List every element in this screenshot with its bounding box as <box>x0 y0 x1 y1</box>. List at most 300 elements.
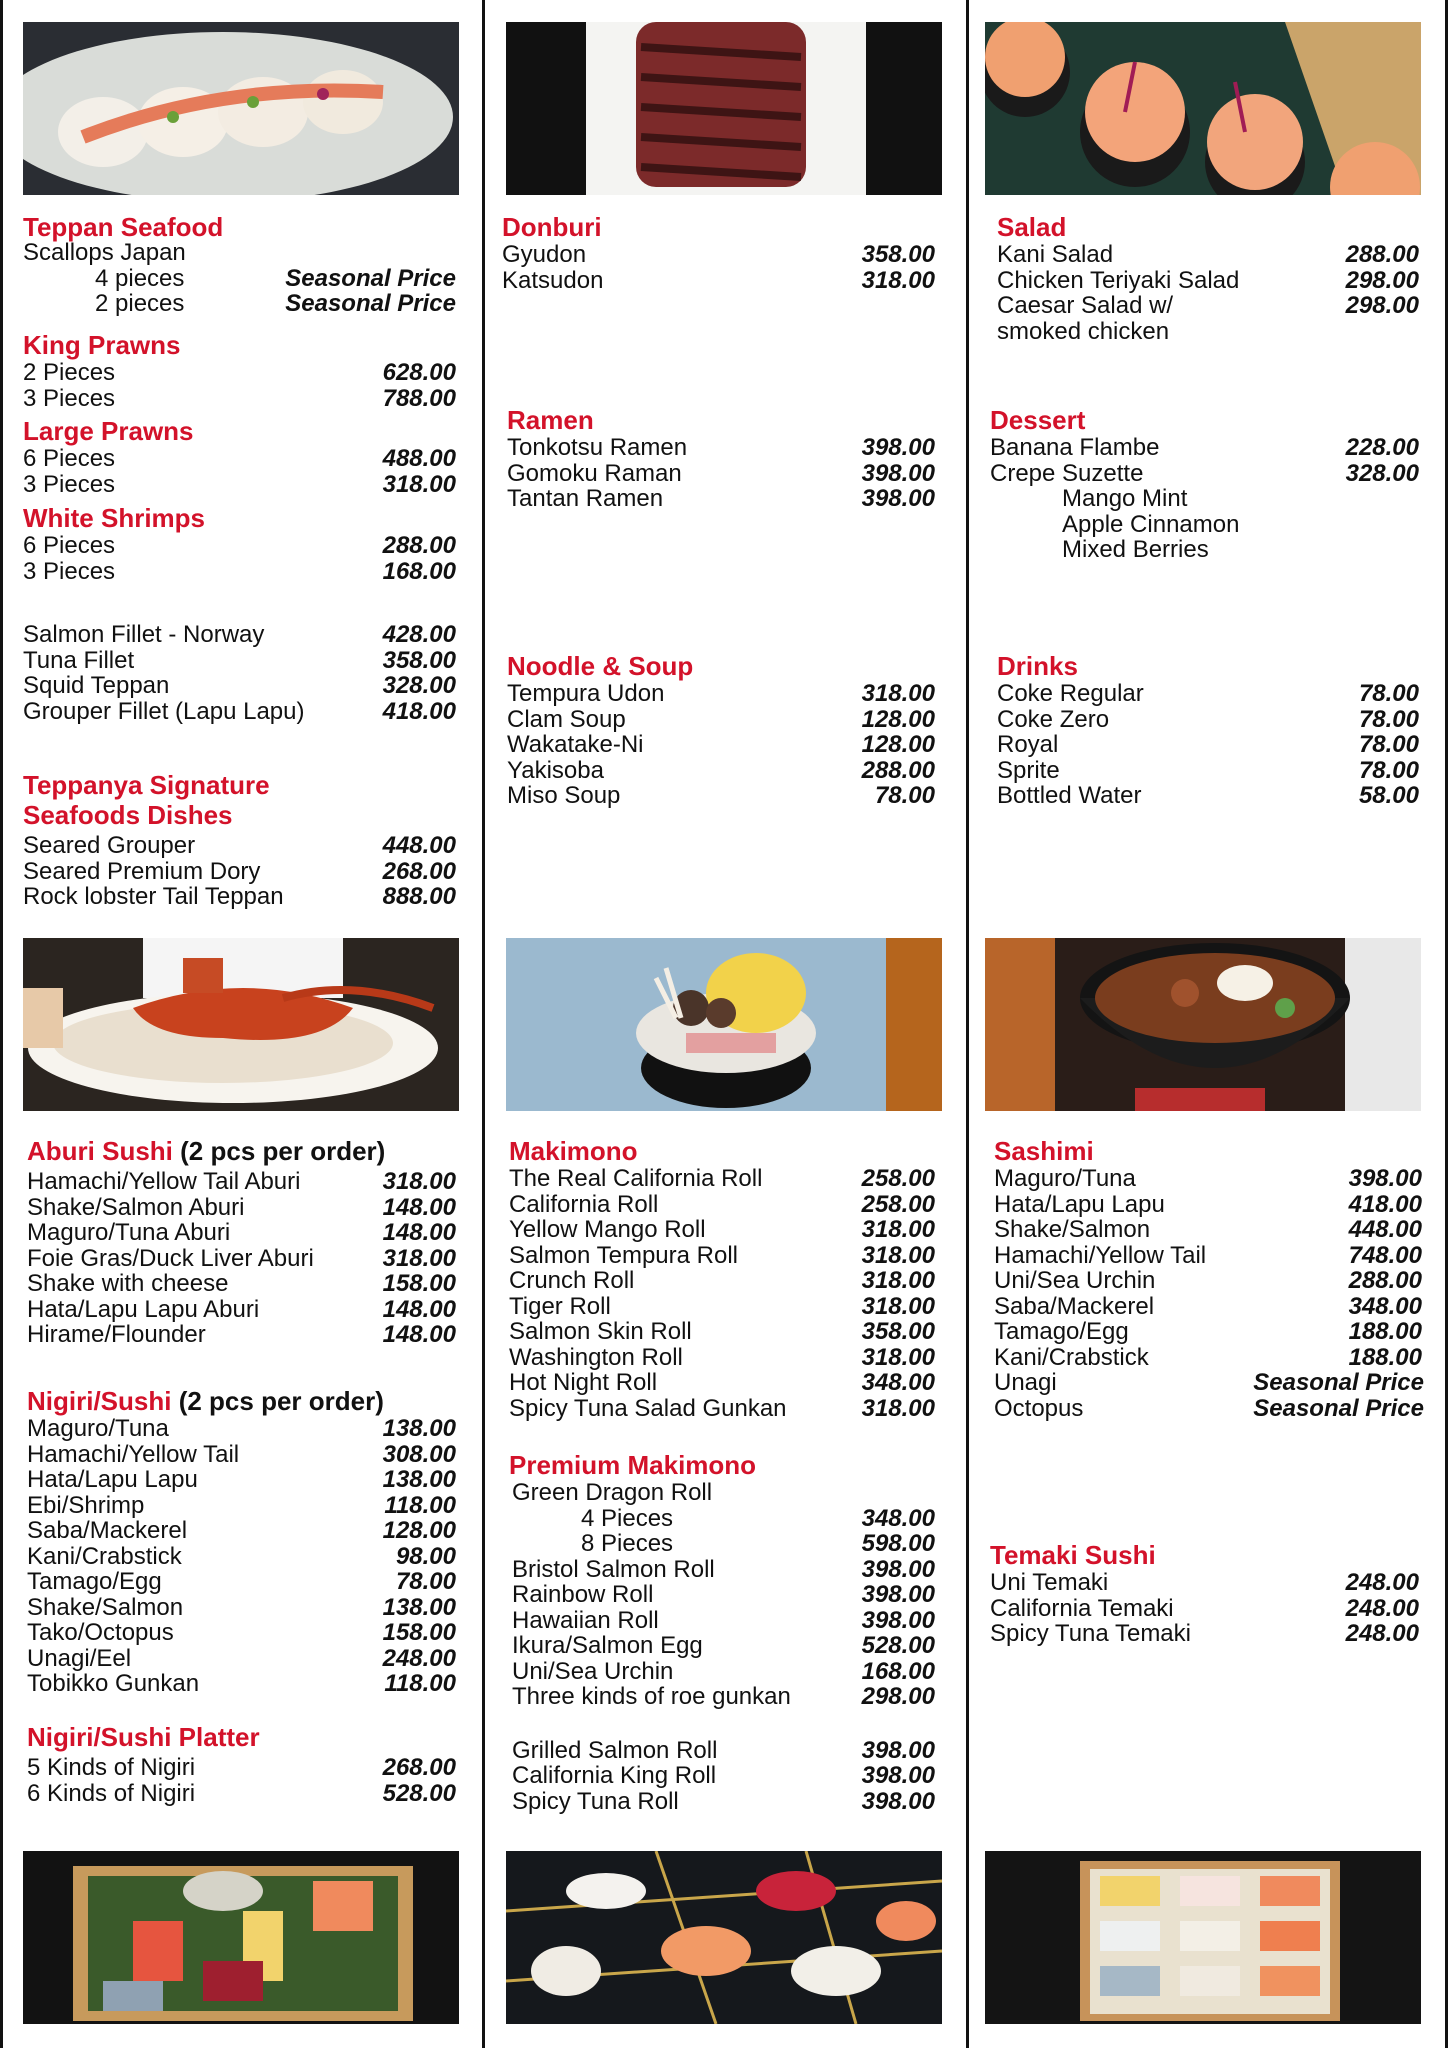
item-price: 288.00 <box>861 756 935 784</box>
item-price: 348.00 <box>861 1369 935 1396</box>
item-price: 268.00 <box>382 857 456 885</box>
menu-item <box>23 472 456 498</box>
item-price: 248.00 <box>1345 1569 1419 1596</box>
item-name: 4 Pieces <box>581 1504 674 1532</box>
item-price: 148.00 <box>382 1321 456 1348</box>
item-name: Uni/Sea Urchin <box>512 1657 674 1685</box>
item-name: Crepe Suzette <box>990 459 1144 487</box>
menu-item <box>27 1322 456 1348</box>
item-name: 4 pieces <box>95 264 185 292</box>
item-name: Coke Regular <box>997 680 1144 707</box>
item-name: Tempura Udon <box>507 680 665 707</box>
menu-item <box>27 1493 456 1519</box>
item-name: 8 Pieces <box>581 1530 674 1557</box>
scallop-carpaccio-photo <box>23 22 459 195</box>
column-divider-1 <box>482 0 485 2048</box>
item-price: 158.00 <box>382 1270 456 1297</box>
item-name: Gyudon <box>502 241 587 268</box>
item-price: 118.00 <box>384 1491 456 1519</box>
item-price: 118.00 <box>384 1670 456 1697</box>
item-name: Kani Salad <box>997 241 1114 268</box>
menu-item <box>509 1319 935 1345</box>
item-price: 628.00 <box>382 359 456 386</box>
item-name: Three kinds of roe gunkan <box>512 1683 791 1710</box>
menu-item <box>509 1684 935 1710</box>
item-price: 318.00 <box>861 266 935 294</box>
item-price: 358.00 <box>861 241 935 268</box>
section-title: Noodle & Soup <box>507 651 694 681</box>
item-price: 528.00 <box>861 1632 935 1659</box>
item-name: Hirame/Flounder <box>27 1321 206 1348</box>
item-price: 98.00 <box>395 1542 456 1570</box>
menu-item <box>509 1396 935 1422</box>
item-name: 6 Pieces <box>23 532 116 559</box>
item-name: Tonkotsu Ramen <box>507 434 688 461</box>
item-name: Uni/Sea Urchin <box>994 1267 1156 1294</box>
section-title: Nigiri/Sushi Platter <box>27 1722 260 1752</box>
menu-item <box>507 461 935 487</box>
menu-item <box>509 1738 935 1764</box>
section-title <box>27 1386 456 1416</box>
item-name: Chicken Teriyaki Salad <box>997 266 1240 294</box>
menu-item <box>27 1671 456 1697</box>
menu-item <box>27 1246 456 1272</box>
item-name: Seared Premium Dory <box>23 857 261 885</box>
item-price: 288.00 <box>382 532 456 559</box>
white-shrimps-section <box>23 503 456 584</box>
item-name: Hata/Lapu Lapu <box>994 1190 1165 1218</box>
item-name: Hamachi/Yellow Tail Aburi <box>27 1168 301 1195</box>
donburi-section <box>502 212 935 293</box>
nigiri-sushi-section <box>27 1386 456 1697</box>
item-name: Salmon Tempura Roll <box>509 1241 738 1269</box>
aburi-sushi-section <box>27 1136 456 1348</box>
item-price: 348.00 <box>1348 1292 1422 1320</box>
item-name: Sprite <box>997 756 1060 784</box>
menu-item <box>509 1294 935 1320</box>
item-price: 268.00 <box>382 1754 456 1781</box>
menu-item <box>27 1220 456 1246</box>
menu-item <box>509 1345 935 1371</box>
item-name: Caesar Salad w/ <box>997 292 1174 319</box>
item-name: Crunch Roll <box>509 1267 635 1294</box>
menu-item <box>507 681 935 707</box>
sashimi-boat-photo <box>23 1851 459 2024</box>
menu-item <box>509 1268 935 1294</box>
item-name: Hata/Lapu Lapu <box>27 1466 198 1493</box>
item-name: Grilled Salmon Roll <box>512 1736 718 1764</box>
nigiri-tray-photo <box>985 1851 1421 2024</box>
menu-item <box>23 833 456 859</box>
menu-item <box>23 291 456 317</box>
item-name: Hata/Lapu Lapu Aburi <box>27 1295 260 1323</box>
item-price: 398.00 <box>861 1736 935 1764</box>
item-name: Rock lobster Tail Teppan <box>23 883 284 910</box>
item-name: California King Roll <box>512 1762 717 1789</box>
item-name: The Real California Roll <box>509 1165 763 1192</box>
item-name: Miso Soup <box>507 782 621 809</box>
item-name: 2 pieces <box>95 290 185 317</box>
item-price: 318.00 <box>861 1343 935 1371</box>
menu-item <box>27 1755 456 1781</box>
menu-item <box>994 1217 1424 1243</box>
item-price: 248.00 <box>1345 1620 1419 1647</box>
menu-item-note: smoked chicken <box>997 317 1170 345</box>
menu-item <box>509 1659 935 1685</box>
item-name: Wakatake-Ni <box>507 731 644 758</box>
menu-item <box>23 360 456 386</box>
item-name: 5 Kinds of Nigiri <box>27 1754 196 1781</box>
lobster-plate-photo <box>23 938 459 1111</box>
item-price: 308.00 <box>382 1440 456 1468</box>
menu-item <box>509 1582 935 1608</box>
item-price: 318.00 <box>861 1394 935 1422</box>
menu-item <box>997 783 1419 809</box>
menu-item <box>27 1271 456 1297</box>
item-price: 148.00 <box>382 1193 456 1221</box>
menu-item <box>509 1192 935 1218</box>
menu-item <box>990 1596 1419 1622</box>
item-price: 288.00 <box>1345 241 1419 268</box>
temaki-section <box>990 1540 1419 1647</box>
menu-item <box>994 1396 1424 1422</box>
item-name: Royal <box>997 731 1059 758</box>
menu-item <box>27 1442 456 1468</box>
item-price: 298.00 <box>1345 292 1419 319</box>
menu-item <box>509 1370 935 1396</box>
item-name: Shake/Salmon Aburi <box>27 1193 245 1221</box>
item-price: 148.00 <box>382 1295 456 1323</box>
item-price: 398.00 <box>861 1606 935 1634</box>
item-name: Tako/Octopus <box>27 1619 174 1646</box>
item-price: 398.00 <box>861 1787 935 1815</box>
menu-item <box>27 1646 456 1672</box>
item-price: 138.00 <box>382 1593 456 1621</box>
item-price: 128.00 <box>861 731 935 758</box>
item-price: 448.00 <box>382 832 456 859</box>
item-price: 298.00 <box>861 1683 935 1710</box>
menu-item <box>23 266 456 292</box>
menu-item <box>507 707 935 733</box>
item-price: 318.00 <box>861 1267 935 1294</box>
menu-item <box>509 1763 935 1789</box>
item-name: Shake/Salmon <box>27 1593 184 1621</box>
menu-item <box>509 1531 935 1557</box>
section-title: Temaki Sushi <box>990 1540 1156 1570</box>
menu-item <box>990 435 1419 461</box>
menu-item <box>509 1557 935 1583</box>
item-price: 138.00 <box>382 1466 456 1493</box>
item-name: Shake with cheese <box>27 1270 229 1297</box>
menu-item <box>27 1467 456 1493</box>
menu-item <box>994 1294 1424 1320</box>
item-price: 298.00 <box>1345 266 1419 294</box>
section-title <box>27 1136 456 1166</box>
section-title-text: Nigiri/Sushi <box>27 1386 172 1416</box>
item-price: 78.00 <box>1358 680 1419 707</box>
dessert-option: Mixed Berries <box>1062 536 1209 563</box>
item-name: 6 Pieces <box>23 445 116 472</box>
menu-item <box>27 1518 456 1544</box>
noodle-soup-section <box>507 651 935 809</box>
menu-item <box>507 732 935 758</box>
nigiri-platter-section <box>27 1722 456 1806</box>
spacer <box>509 1710 935 1738</box>
item-name: 6 Kinds of Nigiri <box>27 1779 196 1807</box>
menu-item <box>997 268 1419 294</box>
dessert-option: Mango Mint <box>1062 485 1188 512</box>
item-price: 398.00 <box>861 1762 935 1789</box>
item-name: Hawaiian Roll <box>512 1606 659 1634</box>
menu-item <box>27 1169 456 1195</box>
item-price: 78.00 <box>1358 705 1419 733</box>
ramen-section <box>507 405 935 512</box>
menu-item <box>27 1416 456 1442</box>
item-name: Banana Flambe <box>990 434 1160 461</box>
section-title: Teppan Seafood <box>23 212 224 242</box>
item-price: 318.00 <box>382 470 456 498</box>
item-name: Tantan Ramen <box>507 485 664 512</box>
item-price: 398.00 <box>861 485 935 512</box>
item-name: Tamago/Egg <box>27 1568 162 1595</box>
menu-item <box>502 242 935 268</box>
menu-item <box>27 1297 456 1323</box>
item-name: Seared Grouper <box>23 832 196 859</box>
item-name: Bristol Salmon Roll <box>512 1555 715 1583</box>
item-price: 288.00 <box>1348 1267 1422 1294</box>
menu-item <box>507 758 935 784</box>
menu-item <box>509 1243 935 1269</box>
item-price: Seasonal Price <box>1253 1369 1424 1396</box>
nigiri-slate-photo <box>506 1851 942 2024</box>
menu-item <box>502 268 935 294</box>
item-name: 3 Pieces <box>23 470 116 498</box>
menu-item <box>994 1370 1424 1396</box>
item-name: Rainbow Roll <box>512 1581 654 1608</box>
section-title-text: Aburi Sushi <box>27 1136 173 1166</box>
menu-item <box>509 1789 935 1815</box>
column-divider-2 <box>966 0 969 2048</box>
item-name: Tuna Fillet <box>23 646 135 674</box>
signature-section <box>23 770 456 910</box>
makimono-section <box>509 1136 935 1421</box>
item-price: 888.00 <box>382 883 456 910</box>
section-title: Ramen <box>507 405 594 435</box>
item-name: Yellow Mango Roll <box>509 1216 706 1243</box>
menu-item <box>994 1243 1424 1269</box>
item-name: Salmon Fillet - Norway <box>23 621 265 648</box>
menu-item <box>23 673 456 699</box>
section-title: Premium Makimono <box>509 1450 757 1480</box>
menu-item <box>27 1195 456 1221</box>
section-title: Donburi <box>502 212 602 242</box>
item-price: 318.00 <box>861 1216 935 1243</box>
item-price: 248.00 <box>1345 1594 1419 1622</box>
item-price: 78.00 <box>1358 756 1419 784</box>
section-title: Sashimi <box>994 1136 1094 1166</box>
item-name: Ikura/Salmon Egg <box>512 1632 703 1659</box>
salad-section <box>997 212 1419 344</box>
section-title: Teppanya Signature <box>23 770 270 800</box>
menu-item <box>23 386 456 412</box>
menu-item <box>990 461 1419 487</box>
menu-item <box>509 1608 935 1634</box>
king-prawns-section <box>23 330 456 411</box>
beef-bowl-photo <box>985 938 1421 1111</box>
menu-item <box>509 1166 935 1192</box>
dessert-section <box>990 405 1419 563</box>
item-price: 158.00 <box>382 1619 456 1646</box>
item-price: 148.00 <box>382 1219 456 1246</box>
item-price: 348.00 <box>861 1504 935 1532</box>
item-name: Foie Gras/Duck Liver Aburi <box>27 1244 314 1272</box>
menu-item <box>23 446 456 472</box>
menu-item <box>509 1217 935 1243</box>
menu-item <box>23 533 456 559</box>
drinks-section <box>997 651 1419 809</box>
item-price: 138.00 <box>382 1415 456 1442</box>
menu-item <box>994 1166 1424 1192</box>
section-title: White Shrimps <box>23 503 206 533</box>
item-price: 488.00 <box>382 445 456 472</box>
menu-item <box>23 884 456 910</box>
item-price: 448.00 <box>1348 1216 1422 1243</box>
item-price: 78.00 <box>395 1568 456 1595</box>
item-name: 3 Pieces <box>23 384 116 412</box>
section-title: Makimono <box>509 1136 638 1166</box>
menu-item <box>27 1569 456 1595</box>
menu-item <box>509 1633 935 1659</box>
item-price: 748.00 <box>1348 1241 1422 1269</box>
item-price: 78.00 <box>1358 731 1419 758</box>
item-price: 788.00 <box>382 384 456 412</box>
item-name: Maguro/Tuna <box>27 1415 169 1442</box>
menu-item <box>994 1192 1424 1218</box>
menu-item <box>23 699 456 725</box>
item-price: 418.00 <box>382 697 456 725</box>
menu-item <box>994 1345 1424 1371</box>
column-divider-left <box>0 0 3 2048</box>
item-name: California Roll <box>509 1190 659 1218</box>
menu-item <box>507 486 935 512</box>
menu-item <box>997 681 1419 707</box>
item-name: Uni Temaki <box>990 1569 1109 1596</box>
item-name: Ebi/Shrimp <box>27 1491 145 1519</box>
item-name: Hamachi/Yellow Tail <box>27 1440 240 1468</box>
large-prawns-section <box>23 416 456 497</box>
item-price: 418.00 <box>1348 1190 1422 1218</box>
section-title: Salad <box>997 212 1067 242</box>
item-name: Washington Roll <box>509 1343 683 1371</box>
item-name: Shake/Salmon <box>994 1216 1151 1243</box>
item-name: Kani/Crabstick <box>994 1343 1149 1371</box>
item-price: 328.00 <box>1345 459 1419 487</box>
item-price: 398.00 <box>861 459 935 487</box>
menu-item <box>509 1506 935 1532</box>
section-title: Large Prawns <box>23 416 194 446</box>
item-name: Octopus <box>994 1394 1084 1422</box>
item-price: 598.00 <box>861 1530 935 1557</box>
menu-item <box>990 1621 1419 1647</box>
menu-item <box>27 1781 456 1807</box>
item-price: 398.00 <box>861 1581 935 1608</box>
item-price: 398.00 <box>1348 1165 1422 1192</box>
menu-item <box>507 435 935 461</box>
item-name: Tamago/Egg <box>994 1318 1129 1345</box>
item-price: 318.00 <box>382 1244 456 1272</box>
premium-makimono-section <box>509 1450 935 1814</box>
item-price: Seasonal Price <box>1253 1394 1424 1422</box>
menu-item <box>997 242 1419 268</box>
item-price: 318.00 <box>382 1168 456 1195</box>
item-price: 258.00 <box>861 1190 935 1218</box>
fillets-section <box>23 622 456 724</box>
item-name: California Temaki <box>990 1594 1174 1622</box>
sashimi-section <box>994 1136 1424 1421</box>
item-name: Spicy Tuna Temaki <box>990 1620 1191 1647</box>
item-price: 188.00 <box>1348 1343 1422 1371</box>
item-price: 528.00 <box>382 1779 456 1807</box>
item-price: 358.00 <box>382 646 456 674</box>
menu-subhead: Green Dragon Roll <box>512 1479 713 1506</box>
item-price: 168.00 <box>382 557 456 585</box>
item-name: Unagi <box>994 1369 1057 1396</box>
item-name: Saba/Mackerel <box>27 1517 188 1544</box>
section-title-suffix: (2 pcs per order) <box>180 1136 386 1166</box>
item-price: 428.00 <box>382 621 456 648</box>
item-price: 188.00 <box>1348 1318 1422 1345</box>
item-name: Saba/Mackerel <box>994 1292 1155 1320</box>
menu-item <box>27 1620 456 1646</box>
item-name: 3 Pieces <box>23 557 116 585</box>
item-name: Hamachi/Yellow Tail <box>994 1241 1207 1269</box>
item-price: 318.00 <box>861 1241 935 1269</box>
item-name: Gomoku Raman <box>507 459 682 487</box>
section-title: King Prawns <box>23 330 181 360</box>
item-name: Maguro/Tuna <box>994 1165 1136 1192</box>
item-name: Clam Soup <box>507 705 626 733</box>
item-price: 358.00 <box>861 1318 935 1345</box>
menu-item <box>27 1544 456 1570</box>
menu-item <box>997 732 1419 758</box>
item-price: 318.00 <box>861 1292 935 1320</box>
item-name: Salmon Skin Roll <box>509 1318 692 1345</box>
item-price: 248.00 <box>382 1644 456 1672</box>
item-name: Tobikko Gunkan <box>27 1670 200 1697</box>
item-price: 128.00 <box>382 1517 456 1544</box>
item-name: Spicy Tuna Roll <box>512 1787 679 1815</box>
item-name: Kani/Crabstick <box>27 1542 182 1570</box>
item-name: Unagi/Eel <box>27 1644 132 1672</box>
item-price: 328.00 <box>382 672 456 699</box>
menu-item <box>997 707 1419 733</box>
menu-item <box>507 783 935 809</box>
salmon-maki-photo <box>985 22 1421 195</box>
item-name: Tiger Roll <box>509 1292 611 1320</box>
menu-item <box>27 1595 456 1621</box>
item-price: 168.00 <box>861 1657 935 1685</box>
menu-item <box>997 758 1419 784</box>
item-name: Maguro/Tuna Aburi <box>27 1219 231 1246</box>
item-name: Squid Teppan <box>23 672 170 699</box>
menu-item <box>23 622 456 648</box>
section-title: Dessert <box>990 405 1086 435</box>
dessert-option: Apple Cinnamon <box>1062 510 1240 538</box>
menu-item <box>997 293 1419 319</box>
item-name: 2 Pieces <box>23 359 116 386</box>
menu-item <box>994 1268 1424 1294</box>
item-name: Grouper Fillet (Lapu Lapu) <box>23 697 305 725</box>
